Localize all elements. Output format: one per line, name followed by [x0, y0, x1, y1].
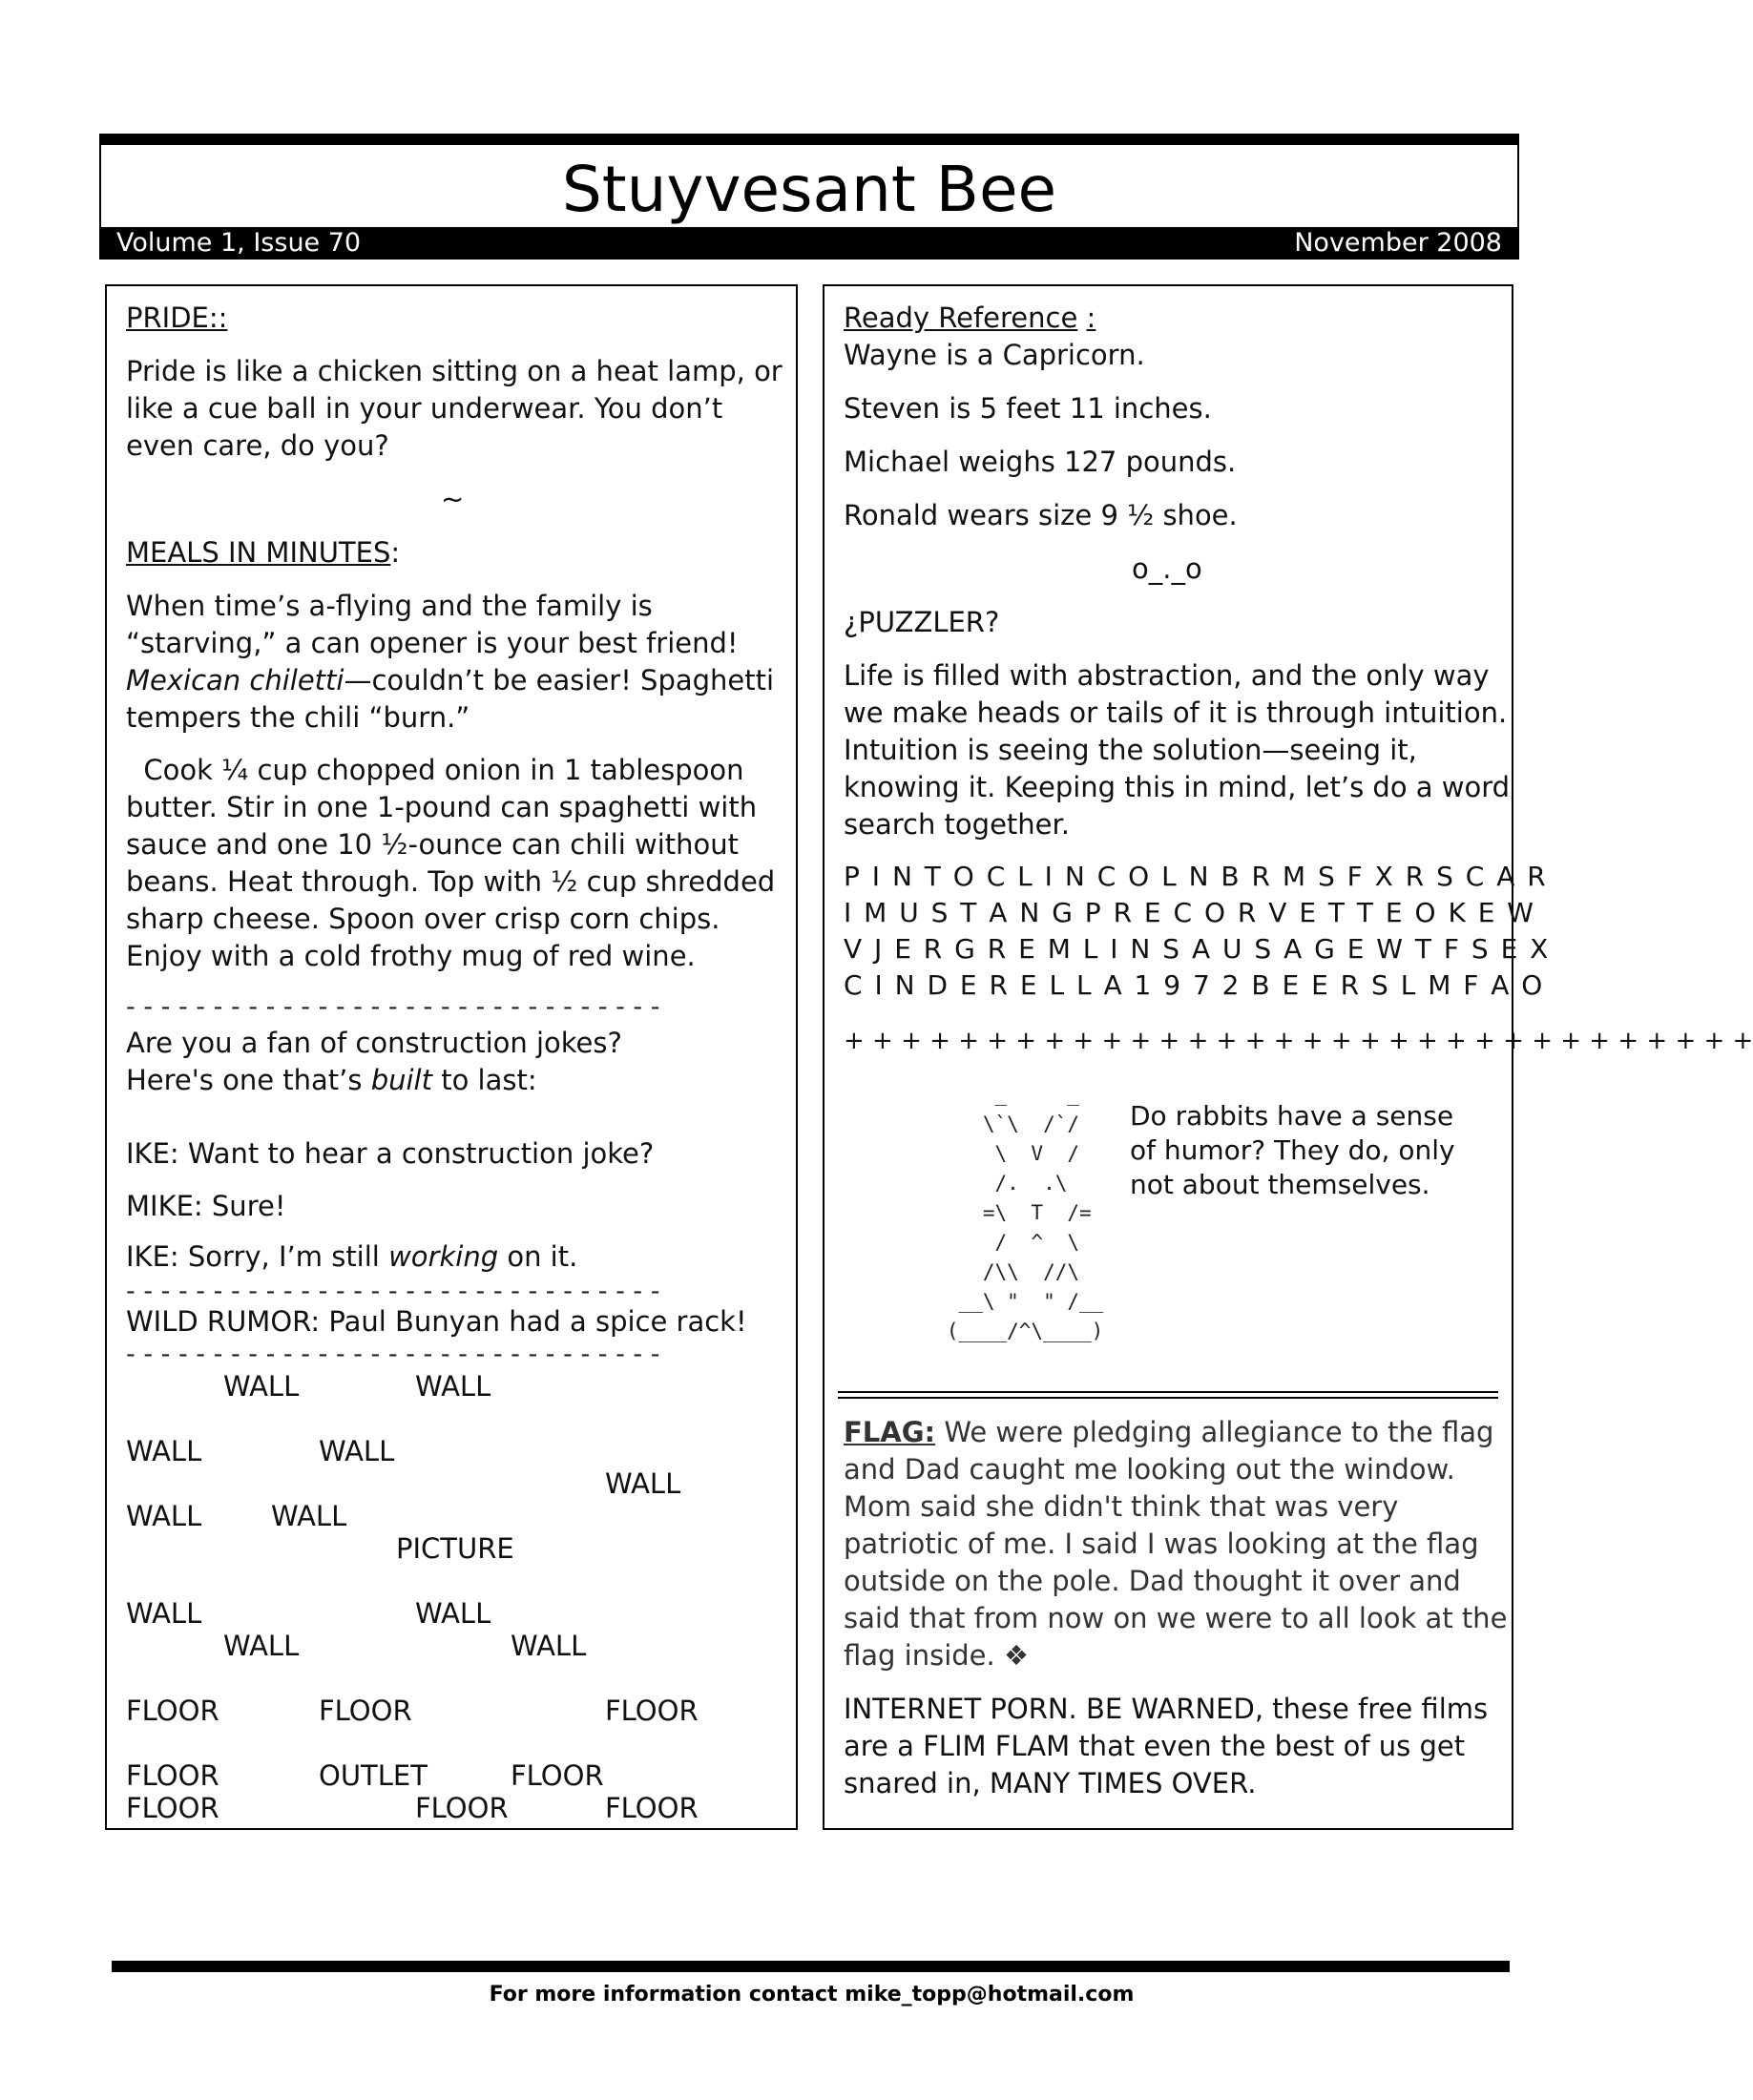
puzzler-line: we make heads or tails of it is through intuition. — [844, 697, 1508, 729]
left-column — [105, 284, 798, 1830]
word-search-row: V J E R G R E M L I N S A U S A G E W T F S E X — [844, 933, 1551, 965]
dashed-divider: - - - - - - - - - - - - - - - - - - - - - - - - - - - - - - - — [126, 992, 660, 1022]
puzzler-line: search together. — [844, 808, 1070, 841]
meals-line: tempers the chili “burn.” — [126, 701, 470, 734]
word-search-row: I M U S T A N G P R E C O R V E T T E O K E W — [844, 897, 1535, 928]
pride-line: Pride is like a chicken sitting on a heat lamp, or — [126, 355, 783, 387]
floor-word: FLOOR — [511, 1759, 604, 1792]
reference-line: Ronald wears size 9 ½ shoe. — [844, 499, 1238, 531]
floor-word: FLOOR — [605, 1695, 699, 1727]
floor-word: FLOOR — [415, 1792, 509, 1824]
flag-story-line: Mom said she didn't think that was very — [844, 1490, 1399, 1523]
flag-story-line: and Dad caught me looking out the window. — [844, 1453, 1455, 1486]
recipe-line: Enjoy with a cold frothy mug of red wine. — [126, 940, 696, 972]
flag-story-line: FLAG: We were pledging allegiance to the flag — [844, 1416, 1494, 1448]
flag-story-line: said that from now on we were to all look at the — [844, 1602, 1508, 1634]
wall-word: WALL — [415, 1597, 491, 1630]
meals-line: Mexican chiletti—couldn’t be easier! Spaghetti — [126, 664, 775, 697]
wall-word: WALL — [319, 1435, 395, 1467]
flag-story-line: patriotic of me. I said I was looking at the flag — [844, 1528, 1479, 1560]
masthead-bar — [99, 227, 1519, 260]
tilde-separator: ~ — [441, 483, 465, 515]
wall-word: WALL — [223, 1370, 300, 1403]
outlet-word: OUTLET — [319, 1759, 428, 1792]
wall-word: WALL — [126, 1597, 202, 1630]
internet-line: INTERNET PORN. BE WARNED, these free films — [844, 1693, 1489, 1725]
meals-line: “starving,” a can opener is your best friend! — [126, 627, 739, 659]
joke-intro: Here's one that’s built to last: — [126, 1064, 537, 1096]
joke-intro: Are you a fan of construction jokes? — [126, 1027, 622, 1059]
wall-word: WALL — [511, 1630, 587, 1662]
recipe-line: butter. Stir in one 1-pound can spaghetti with — [126, 791, 758, 823]
wall-word: WALL — [126, 1435, 202, 1467]
meals-heading: MEALS IN MINUTES: — [126, 536, 401, 569]
floor-word: FLOOR — [126, 1759, 219, 1792]
wall-word: WALL — [223, 1630, 300, 1662]
word-search-row: C I N D E R E L L A 1 9 7 2 B E E R S L M F A O — [844, 969, 1545, 1001]
rabbit-joke-line: not about themselves. — [1130, 1169, 1430, 1200]
puzzler-line: Life is filled with abstraction, and the only way — [844, 659, 1490, 692]
recipe-line: beans. Heat through. Top with ½ cup shredded — [126, 865, 776, 898]
internet-line: snared in, MANY TIMES OVER. — [844, 1767, 1257, 1799]
recipe-line: Cook ¼ cup chopped onion in 1 tablespoon — [126, 754, 744, 786]
joke-line: MIKE: Sure! — [126, 1190, 286, 1222]
dashed-divider: - - - - - - - - - - - - - - - - - - - - - - - - - - - - - - - — [126, 1340, 660, 1369]
flag-story-line: outside on the pole. Dad thought it over and — [844, 1565, 1461, 1597]
emoticon: o_._o — [1132, 552, 1202, 585]
pride-heading: PRIDE:: — [126, 301, 228, 334]
wall-word: WALL — [126, 1500, 202, 1532]
rabbit-joke-line: Do rabbits have a sense — [1130, 1100, 1454, 1132]
pride-line: even care, do you? — [126, 429, 389, 462]
reference-line: Steven is 5 feet 11 inches. — [844, 392, 1212, 425]
puzzler-line: knowing it. Keeping this in mind, let’s do a word — [844, 771, 1511, 803]
puzzler-line: Intuition is seeing the solution—seeing it, — [844, 734, 1417, 766]
floor-word: FLOOR — [605, 1792, 699, 1824]
dashed-divider: - - - - - - - - - - - - - - - - - - - - - - - - - - - - - - - — [126, 1277, 660, 1306]
right-column — [823, 284, 1753, 1830]
ready-reference-heading: Ready Reference : — [844, 301, 1096, 334]
pride-line: like a cue ball in your underwear. You don’t — [126, 392, 723, 425]
floor-word: FLOOR — [319, 1695, 412, 1727]
wall-word: WALL — [415, 1370, 491, 1403]
masthead — [99, 134, 1519, 260]
issue-date: November 2008 — [1294, 228, 1502, 258]
flag-story-line: flag inside. ❖ — [844, 1639, 1029, 1672]
footer-contact: For more information contact mike_topp@hotmail.com — [489, 1983, 1135, 2006]
wall-word: WALL — [271, 1500, 347, 1532]
plus-divider: + + + + + + + + + + + + + + + + + + + + + + + + + + + + + + + + — [844, 1027, 1753, 1055]
wild-rumor: WILD RUMOR: Paul Bunyan had a spice rack! — [126, 1305, 747, 1338]
recipe-line: sauce and one 10 ½-ounce can chili without — [126, 828, 740, 861]
reference-line: Wayne is a Capricorn. — [844, 339, 1145, 371]
wall-word: WALL — [605, 1467, 681, 1500]
picture-word: PICTURE — [396, 1532, 514, 1565]
puzzler-heading: ¿PUZZLER? — [844, 606, 1000, 638]
floor-word: FLOOR — [126, 1695, 219, 1727]
joke-line: IKE: Sorry, I’m still working on it. — [126, 1240, 578, 1273]
word-search-row: P I N T O C L I N C O L N B R M S F X R S C A R — [844, 861, 1548, 892]
joke-line: IKE: Want to hear a construction joke? — [126, 1137, 655, 1170]
reference-line: Michael weighs 127 pounds. — [844, 446, 1237, 478]
footer-rule — [112, 1961, 1510, 1972]
rabbit-joke-line: of humor? They do, only — [1130, 1134, 1455, 1166]
newsletter-title: Stuyvesant Bee — [561, 153, 1057, 226]
recipe-line: sharp cheese. Spoon over crisp corn chips. — [126, 903, 720, 935]
volume-issue: Volume 1, Issue 70 — [116, 228, 362, 258]
rabbit-ascii-art: _ _ \`\ /`/ \ V / /. .\ =\ T /= / ^ \ /\\ //\ __\ " " /__ (____/^\____) — [946, 1083, 1104, 1342]
meals-line: When time’s a-flying and the family is — [126, 590, 653, 622]
floor-word: FLOOR — [126, 1792, 219, 1824]
double-rule — [838, 1391, 1498, 1399]
internet-line: are a FLIM FLAM that even the best of us get — [844, 1730, 1466, 1762]
